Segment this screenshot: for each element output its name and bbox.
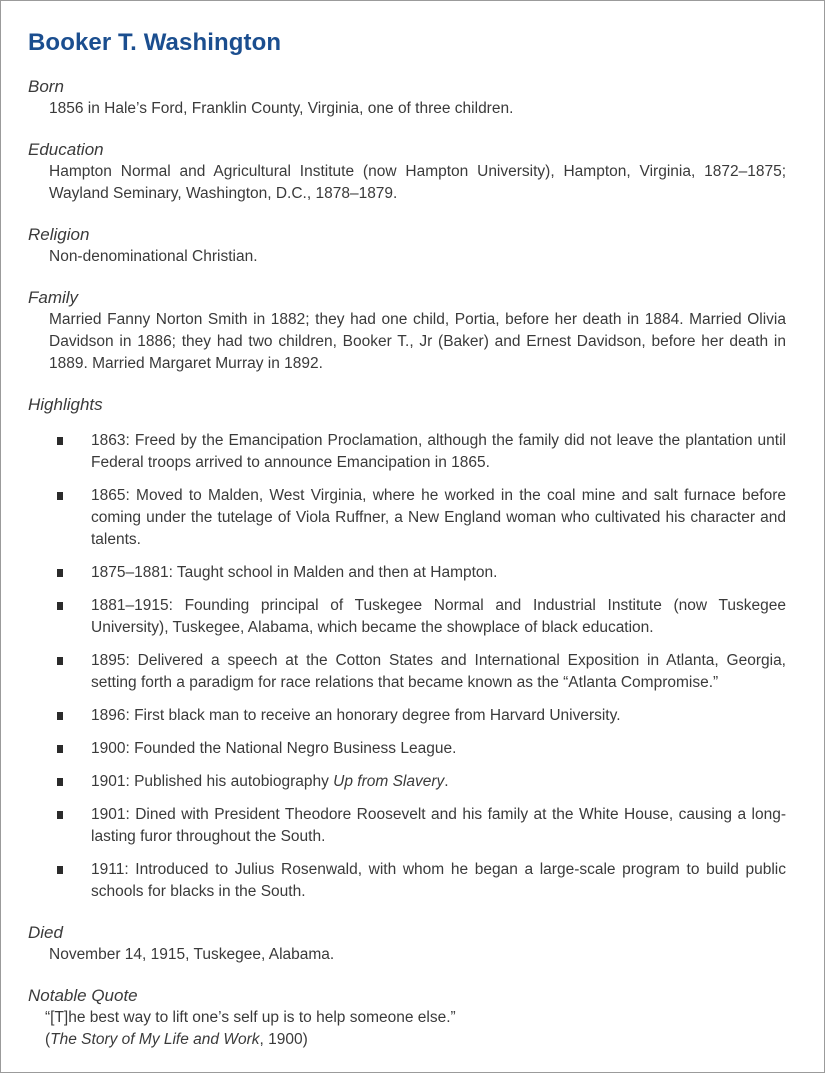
list-item-text: 1895: Delivered a speech at the Cotton States and International Exposition in Atlanta, Georgia, setting forth a paradigm for race relations that became known as the “Atlanta Compromise.” (91, 652, 786, 691)
bullet-square-icon (57, 745, 63, 753)
section-heading: Family (28, 288, 79, 307)
list-item (28, 595, 786, 639)
section-heading: Highlights (28, 395, 103, 414)
bullet-square-icon (57, 778, 63, 786)
paragraph: Non-denominational Christian. (49, 248, 258, 265)
quote-line: (The Story of My Life and Work, 1900) (45, 1031, 308, 1048)
list-item-text: 1900: Founded the National Negro Business League. (91, 740, 457, 757)
bullet-square-icon (57, 492, 63, 500)
highlights-list (28, 430, 786, 903)
bullet-square-icon (57, 569, 63, 577)
bullet-square-icon (57, 811, 63, 819)
paragraph: November 14, 1915, Tuskegee, Alabama. (49, 946, 335, 963)
list-item (28, 430, 786, 474)
section-born (28, 76, 786, 120)
paragraph: Hampton Normal and Agricultural Institute (now Hampton University), Hampton, Virginia, 1872–1875; Wayland Seminary, Washington, D.C., 1878–1879. (49, 163, 786, 202)
list-item (28, 705, 786, 727)
list-item (28, 650, 786, 694)
paragraph: 1856 in Hale’s Ford, Franklin County, Virginia, one of three children. (49, 100, 514, 117)
list-item (28, 562, 786, 584)
list-item-text: 1881–1915: Founding principal of Tuskegee Normal and Industrial Institute (now Tuskegee University), Tuskegee, Alabama, which became the showplace of black education. (91, 597, 786, 636)
list-item (28, 771, 786, 793)
list-item (28, 804, 786, 848)
list-item-text: 1896: First black man to receive an honorary degree from Harvard University. (91, 707, 621, 724)
list-item-text: 1901: Dined with President Theodore Roosevelt and his family at the White House, causing a long-lasting furor throughout the South. (91, 806, 786, 845)
section-notable-quote (28, 985, 786, 1051)
paragraph: Married Fanny Norton Smith in 1882; they had one child, Portia, before her death in 1884. Married Olivia Davidson in 1886; they had two children, Booker T., Jr (Baker) and Ernest Davidson, before her death in 1889. Married Margaret Murray in 1892. (49, 311, 786, 372)
list-item-text: 1911: Introduced to Julius Rosenwald, with whom he began a large-scale program to build public schools for blacks in the South. (91, 861, 786, 900)
section-heading: Notable Quote (28, 986, 138, 1005)
list-item (28, 485, 786, 551)
list-item-text: 1901: Published his autobiography Up from Slavery. (91, 773, 449, 790)
list-item (28, 859, 786, 903)
section-heading: Died (28, 923, 63, 942)
bullet-square-icon (57, 602, 63, 610)
list-item-text: 1863: Freed by the Emancipation Proclamation, although the family did not leave the plantation until Federal troops arrived to announce Emancipation in 1865. (91, 432, 786, 471)
page-title: Booker T. Washington (28, 29, 282, 56)
list-item-text: 1875–1881: Taught school in Malden and then at Hampton. (91, 564, 498, 581)
bullet-square-icon (57, 712, 63, 720)
bullet-square-icon (57, 437, 63, 445)
section-highlights (28, 394, 786, 903)
section-family (28, 287, 786, 375)
sections-container (28, 76, 786, 1051)
section-religion (28, 224, 786, 268)
section-heading: Born (28, 77, 64, 96)
section-heading: Religion (28, 225, 90, 244)
bullet-square-icon (57, 866, 63, 874)
section-died (28, 922, 786, 966)
list-item-text: 1865: Moved to Malden, West Virginia, where he worked in the coal mine and salt furnace before coming under the tutelage of Viola Ruffner, a New England woman who cultivated his character and talents. (91, 487, 786, 548)
section-education (28, 139, 786, 205)
bullet-square-icon (57, 657, 63, 665)
list-item (28, 738, 786, 760)
section-heading: Education (28, 140, 104, 159)
quote-line: “[T]he best way to lift one’s self up is to help someone else.” (45, 1009, 456, 1026)
